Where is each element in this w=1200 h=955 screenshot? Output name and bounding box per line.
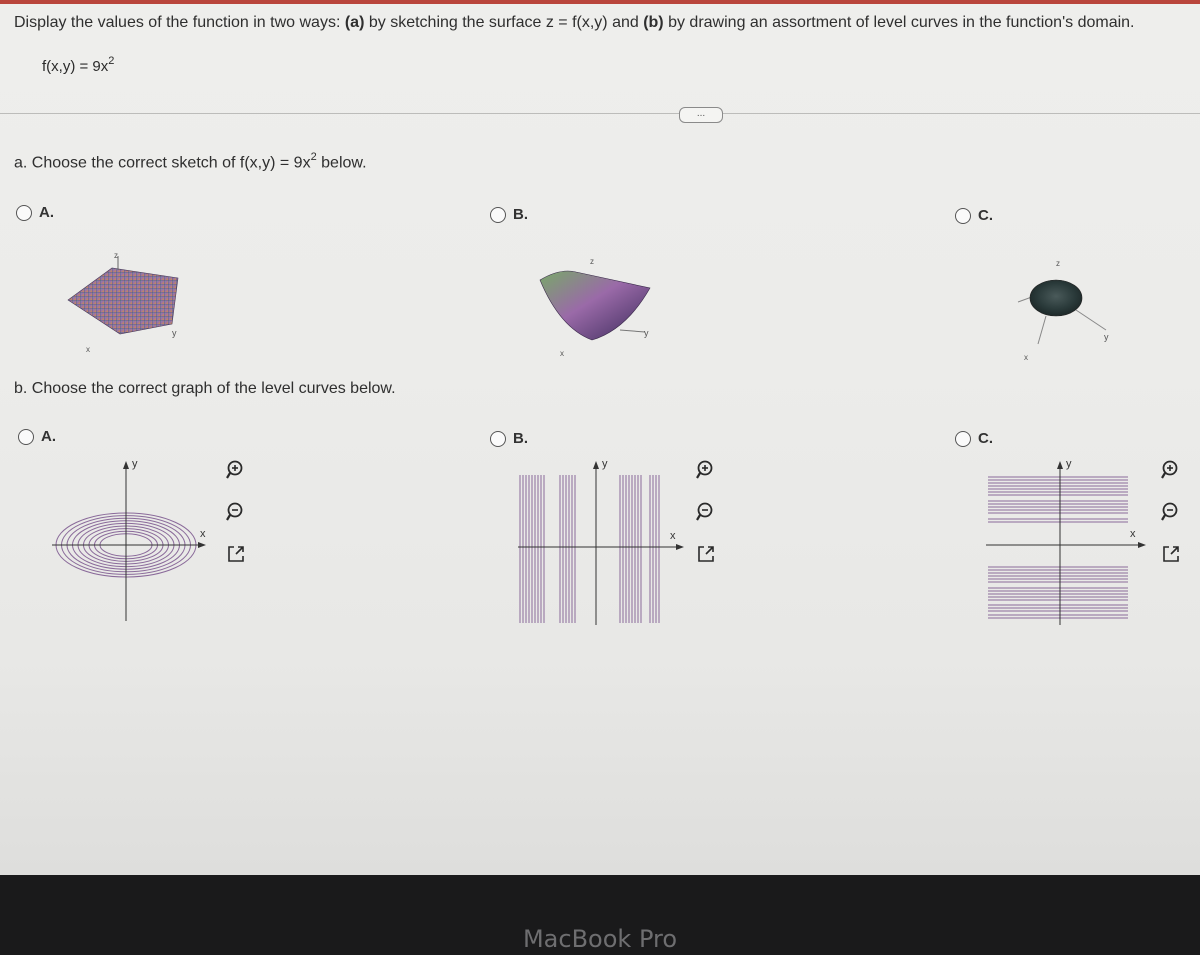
graph-c-y-arrow bbox=[1057, 461, 1063, 469]
graph-b-x-label: x bbox=[670, 530, 676, 542]
surface-c-x-label: x bbox=[1024, 353, 1028, 362]
surface-c-x-axis bbox=[1038, 316, 1046, 344]
graph-c-x-label: x bbox=[1130, 528, 1136, 540]
surface-a-x-label: x bbox=[86, 345, 90, 354]
part-a-option-b[interactable] bbox=[490, 206, 528, 223]
part-a-prompt-exponent: 2 bbox=[310, 151, 317, 163]
graph-a-y-label: y bbox=[132, 458, 138, 470]
graph-b-y-label: y bbox=[602, 458, 608, 470]
open-external-icon[interactable] bbox=[1160, 543, 1182, 565]
surface-b-x-label: x bbox=[560, 349, 564, 358]
part-a-prompt bbox=[14, 152, 367, 172]
surface-a-y-label: y bbox=[172, 328, 177, 338]
radio-button[interactable] bbox=[16, 205, 32, 221]
question-part-b: (b) bbox=[643, 14, 664, 31]
surface-c-mesh bbox=[1030, 280, 1082, 316]
part-a-option-a[interactable] bbox=[16, 204, 54, 221]
part-a-option-c[interactable] bbox=[955, 207, 993, 224]
laptop-brand: MacBook Pro bbox=[522, 925, 678, 953]
radio-button[interactable] bbox=[18, 429, 34, 445]
zoom-out-icon[interactable] bbox=[695, 501, 717, 523]
part-b-prompt: b. Choose the correct graph of the level curves below. bbox=[14, 380, 396, 397]
question-mid: by sketching the surface z = f(x,y) and bbox=[364, 14, 644, 31]
radio-button[interactable] bbox=[955, 431, 971, 447]
surface-c-y-axis bbox=[1076, 310, 1106, 330]
graph-a-x-label: x bbox=[200, 528, 206, 540]
graph-b-curves bbox=[520, 475, 659, 623]
option-label: A. bbox=[39, 204, 54, 221]
level-curves-graph-b bbox=[510, 455, 700, 630]
surface-c-y-label: y bbox=[1104, 332, 1109, 342]
graph-c-curves bbox=[988, 477, 1128, 618]
top-accent-bar bbox=[0, 0, 1200, 4]
graph-a-x-arrow bbox=[198, 542, 206, 548]
part-b-option-a[interactable] bbox=[18, 428, 56, 445]
surface-sketch-c bbox=[1010, 252, 1130, 362]
graph-b-x-arrow bbox=[676, 544, 684, 550]
graph-c-x-arrow bbox=[1138, 542, 1146, 548]
option-label: C. bbox=[978, 207, 993, 224]
radio-button[interactable] bbox=[490, 431, 506, 447]
open-external-icon[interactable] bbox=[225, 543, 247, 565]
surface-b-mesh bbox=[540, 271, 650, 340]
more-button[interactable]: ... bbox=[679, 107, 723, 123]
option-label: B. bbox=[513, 206, 528, 223]
function-exponent: 2 bbox=[108, 55, 115, 67]
part-b-option-b[interactable] bbox=[490, 430, 528, 447]
zoom-out-icon[interactable] bbox=[1160, 501, 1182, 523]
surface-b-y-label: y bbox=[644, 328, 649, 338]
surface-c-z-label: z bbox=[1056, 259, 1060, 268]
graph-a-y-arrow bbox=[123, 461, 129, 469]
part-a-prompt-suffix: below. bbox=[316, 154, 367, 172]
zoom-in-icon[interactable] bbox=[695, 459, 717, 481]
surface-b-y-axis bbox=[620, 330, 645, 332]
radio-button[interactable] bbox=[490, 207, 506, 223]
zoom-in-icon[interactable] bbox=[1160, 459, 1182, 481]
zoom-in-icon[interactable] bbox=[225, 459, 247, 481]
open-external-icon[interactable] bbox=[695, 543, 717, 565]
function-text: f(x,y) = 9x bbox=[42, 58, 109, 75]
radio-button[interactable] bbox=[955, 208, 971, 224]
part-a-prompt-text: a. Choose the correct sketch of f(x,y) = 9x bbox=[14, 154, 311, 172]
divider bbox=[0, 113, 1200, 114]
level-curves-graph-a bbox=[50, 455, 220, 625]
option-label: B. bbox=[513, 430, 528, 447]
surface-sketch-b bbox=[530, 250, 670, 360]
level-curves-graph-c bbox=[980, 455, 1155, 630]
graph-b-y-arrow bbox=[593, 461, 599, 469]
question-prefix: Display the values of the function in two ways: bbox=[14, 14, 345, 31]
zoom-out-icon[interactable] bbox=[225, 501, 247, 523]
question-end: by drawing an assortment of level curves in the function's domain. bbox=[663, 14, 1135, 31]
option-label: C. bbox=[978, 430, 993, 447]
surface-a-mesh bbox=[68, 268, 178, 334]
graph-c-y-label: y bbox=[1066, 458, 1072, 470]
part-b-option-c[interactable] bbox=[955, 430, 993, 447]
function-definition bbox=[42, 56, 114, 75]
question-text bbox=[14, 14, 1135, 32]
surface-b-z-label: z bbox=[590, 257, 594, 266]
surface-a-z-label: z bbox=[114, 251, 118, 260]
option-label: A. bbox=[41, 428, 56, 445]
question-part-a: (a) bbox=[344, 14, 365, 31]
surface-sketch-a bbox=[60, 248, 200, 358]
